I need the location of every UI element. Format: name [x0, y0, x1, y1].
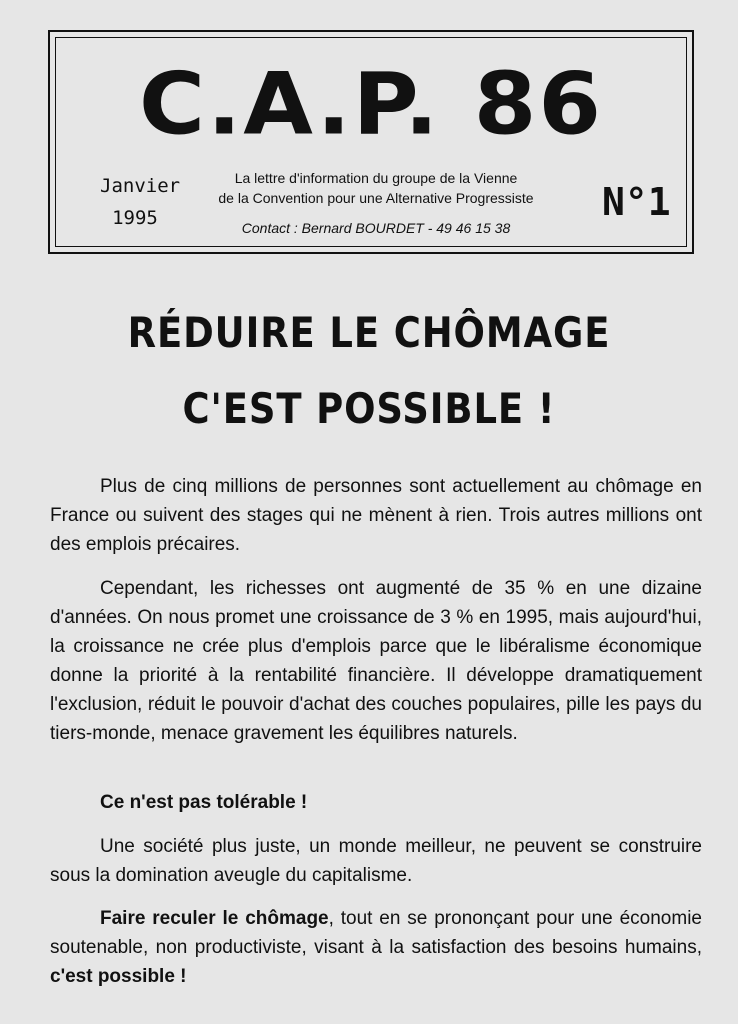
tagline-line-2: de la Convention pour une Alternative Progressiste [218, 190, 534, 206]
masthead-box [48, 30, 694, 254]
paragraph-4-text: Une société plus juste, un monde meilleur, ne peuvent se construire sous la domination aveugle du capitalisme. [50, 836, 702, 886]
issue-date [100, 170, 181, 234]
tagline [196, 168, 556, 208]
newsletter-logo: C.A.P. 86 [139, 54, 603, 155]
paragraph-2-text: Cependant, les richesses ont augmenté de 35 % en une dizaine d'années. On nous promet une croissance de 3 % en 1995, mais aujourd'hui, la croissance ne crée plus d'emplois parce que le libéralisme économique donne la priorité à la rentabilité financière. Il développe dramatiquement l'exclusion, réduit le pouvoir d'achat des couches populaires, pille les pays du tiers-monde, menace gravement les équilibres naturels. [50, 578, 702, 744]
contact-line: Contact : Bernard BOURDET - 49 46 15 38 [241, 220, 511, 236]
headline-line-2: C'EST POSSIBLE ! [182, 384, 556, 433]
issue-month: Janvier [100, 175, 181, 197]
paragraph-4 [50, 832, 702, 890]
masthead-inner-frame [55, 37, 687, 247]
tagline-line-1: La lettre d'information du groupe de la Vienne [234, 170, 518, 186]
paragraph-1-text: Plus de cinq millions de personnes sont actuellement au chômage en France ou suivent des stages qui ne mènent à rien. Trois autres millions ont des emplois précaires. [50, 476, 702, 555]
paragraph-1 [50, 472, 702, 559]
issue-year: 1995 [112, 207, 158, 229]
paragraph-5-lead: Faire reculer le chômage [100, 908, 329, 929]
paragraph-5-end: c'est possible ! [50, 966, 187, 987]
paragraph-3 [50, 788, 702, 817]
paragraph-5-middle: , tout en se prononçant pour une économie soutenable, non productiviste, visant à la satisfaction des besoins humains, [50, 908, 702, 958]
paragraph-2 [50, 574, 702, 748]
paragraph-5 [50, 904, 702, 991]
headline-line-1: RÉDUIRE LE CHÔMAGE [127, 308, 611, 357]
issue-number: N°1 [602, 180, 671, 224]
paragraph-3-text: Ce n'est pas tolérable ! [100, 792, 308, 813]
paragraph-5-text [50, 904, 702, 991]
